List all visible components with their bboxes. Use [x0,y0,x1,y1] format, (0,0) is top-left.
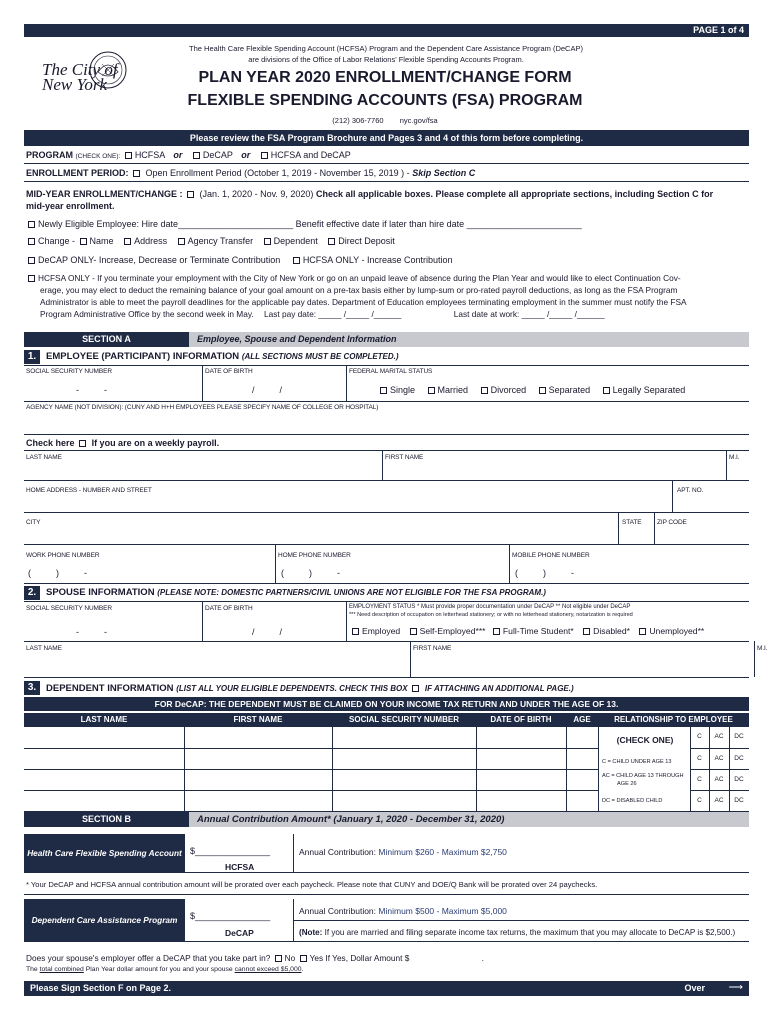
self-employed-label: Self-Employed*** [419,626,486,636]
married-checkbox[interactable] [428,387,435,394]
state-label: STATE [622,519,642,526]
hcfsa-label: Health Care Flexible Spending Account [27,848,182,858]
spouse-dob-field[interactable]: / / [252,627,283,637]
decap-tag: DeCAP [225,928,254,938]
combined-note-e: . [301,966,304,973]
employee-num: 1. [24,350,40,364]
spouse-mi-label: M.I. [757,645,768,652]
program-decap-label: DeCAP [202,150,233,160]
decap-note: FOR DeCAP: THE DEPENDENT MUST BE CLAIMED ON YOUR INCOME TAX RETURN AND UNDER THE AGE OF 13. [154,699,619,709]
self-employed-checkbox[interactable] [410,628,417,635]
midyear-instructions: Check all applicable boxes. Please complete all appropriate sections, including Section C for [315,189,714,199]
section-a-label: SECTION A [82,334,131,344]
row2-c[interactable]: C [697,755,702,762]
last-work-date[interactable]: Last date at work: _____ /_____ /______ [453,309,605,319]
decap-only-checkbox[interactable] [28,257,35,264]
spouse-decap-yes-label: Yes If Yes, Dollar Amount $ [309,953,410,963]
legend-c: C = CHILD UNDER AGE 13 [602,759,672,765]
disabled-checkbox[interactable] [583,628,590,635]
midyear-label: MID-YEAR ENROLLMENT/CHANGE : [26,189,183,199]
col-dob: DATE OF BIRTH [490,715,552,724]
midyear-checkbox[interactable] [187,191,194,198]
work-phone-label: WORK PHONE NUMBER [26,552,100,559]
combined-note-a: The [26,966,38,973]
page-label: PAGE 1 of 4 [693,25,744,35]
spouse-section-note: (PLEASE NOTE: DOMESTIC PARTNERS/CIVIL UNIONS ARE NOT ELIGIBLE FOR THE FSA PROGRAM.) [157,588,546,597]
dependent-section-title: DEPENDENT INFORMATION [46,683,174,694]
row2-ac[interactable]: AC [714,755,724,762]
col-ssn: SOCIAL SECURITY NUMBER [349,715,459,724]
spouse-ssn-field[interactable]: - - [76,627,107,637]
section-b-label: SECTION B [81,814,131,824]
employed-label: Employed [362,626,401,636]
midyear-instructions-2: mid-year enrollment. [26,201,115,211]
employee-section-note: (ALL SECTIONS MUST BE COMPLETED.) [241,352,399,361]
direct-deposit-label: Direct Deposit [338,236,395,246]
unemployed-checkbox[interactable] [639,628,646,635]
spouse-first-name-label: FIRST NAME [413,645,452,652]
newly-eligible-text: Newly Eligible Employee: Hire date_______________________ Benefit effective date if later than hire date _______________________ [38,219,582,229]
enrollment-label: ENROLLMENT PERIOD: [26,168,129,178]
intro-line-1: The Health Care Flexible Spending Account (HCFSA) Program and the Dependent Care Assistance Program (DeCAP) [189,44,583,53]
combined-note-c: Plan Year dollar amount for you and your spouse [85,966,233,973]
row2-dc[interactable]: DC [734,755,744,762]
disabled-label: Disabled* [593,626,630,636]
col-age: AGE [573,715,591,724]
separated-checkbox[interactable] [539,387,546,394]
row3-dc[interactable]: DC [734,776,744,783]
section-b-label-box [24,812,189,827]
emp-last-name-label: LAST NAME [26,454,62,461]
program-hcfsa-checkbox[interactable] [125,152,132,159]
divorced-checkbox[interactable] [481,387,488,394]
apt-no-label: APT. NO. [677,487,704,494]
program-both-label: HCFSA and DeCAP [270,150,351,160]
program-both-checkbox[interactable] [261,152,268,159]
spouse-decap-dot: . [481,953,484,963]
change-label: Change - [38,236,76,246]
hcfsa-continuation-p2: erage, you may elect to deduct the remaining balance of your goal amount on a pre-tax basis either by lump-sum or pro-rated payroll deductions, as long as the FSA Program [40,285,678,295]
home-phone-field[interactable]: ( ) - [281,568,341,578]
decap-label-box [24,899,185,941]
spouse-dob-label: DATE OF BIRTH [205,605,253,612]
employed-checkbox[interactable] [352,628,359,635]
hcfsa-continuation-checkbox[interactable] [28,275,35,282]
footer-bar [24,981,749,996]
decap-limits-label: Annual Contribution: [299,906,377,916]
dependent-note-a: (LIST ALL YOUR ELIGIBLE DEPENDENTS. CHECK THIS BOX [176,684,408,693]
legally-separated-label: Legally Separated [612,385,686,395]
direct-deposit-checkbox[interactable] [328,238,335,245]
single-label: Single [390,385,416,395]
decap-limits: Minimum $500 - Maximum $5,000 [378,906,507,916]
home-phone-label: HOME PHONE NUMBER [278,552,351,559]
decap-note-text: If you are married and filing separate income tax returns, the maximum that you may allocate to DeCAP is $2,500.) [324,928,736,937]
or-label-1: or [173,150,183,160]
hcfsa-continuation-p3: Administrator is able to meet the payroll deadlines for the applicable pay dates. Department of Education employees terminating employment in the summer must notify the FSA [40,297,687,307]
hcfsa-limits-label: Annual Contribution: [299,847,377,857]
spouse-decap-no-checkbox[interactable] [275,955,282,962]
spouse-ssn-label: SOCIAL SECURITY NUMBER [26,605,112,612]
last-pay-date[interactable]: Last pay date: _____ /_____ /______ [263,309,402,319]
col-first-name: FIRST NAME [233,715,283,724]
hcfsa-label-box [24,834,185,872]
sign-section-f: Please Sign Section F on Page 2. [30,983,172,993]
intro-line-2: are divisions of the Office of Labor Relations' Flexible Spending Accounts Program. [248,55,524,64]
spouse-section-title: SPOUSE INFORMATION [46,587,155,598]
hcfsa-limits: Minimum $260 - Maximum $2,750 [378,847,507,857]
row1-c[interactable]: C [697,733,702,740]
home-address-label: HOME ADDRESS - NUMBER AND STREET [26,487,152,494]
section-a-label-box [24,332,189,347]
row4-dc[interactable]: DC [734,797,744,804]
student-checkbox[interactable] [493,628,500,635]
program-check-one: (CHECK ONE): [75,153,121,160]
agency-transfer-checkbox[interactable] [178,238,185,245]
dependent-num: 3. [24,681,40,695]
proration-note: * Your DeCAP and HCFSA annual contribution amount will be prorated over each paycheck. Please note that CUNY and DOE/Q Bank will be prorated over 24 paychecks. [26,880,598,889]
combined-note-b: total combined [39,966,84,973]
spouse-last-name-label: LAST NAME [26,645,62,652]
contact-web[interactable]: nyc.gov/fsa [399,116,438,125]
change-checkbox[interactable] [28,238,35,245]
emp-ssn-label: SOCIAL SECURITY NUMBER [26,368,112,375]
decap-amount-field[interactable]: $_______________ [190,911,271,921]
section-b-title: Annual Contribution Amount* (January 1, 2020 - December 31, 2020) [197,814,505,825]
review-banner-text: Please review the FSA Program Brochure and Pages 3 and 4 of this form before completing. [189,133,584,143]
enrollment-text: Open Enrollment Period (October 1, 2019 - November 15, 2019 ) - [145,168,410,178]
dependent-checkbox[interactable] [264,238,271,245]
work-phone-field[interactable]: ( ) - [28,568,88,578]
skip-section-c: Skip Section C [412,168,476,178]
emp-dob-label: DATE OF BIRTH [205,368,253,375]
address-checkbox[interactable] [124,238,131,245]
section-a-title-box [189,332,749,347]
newly-eligible-checkbox[interactable] [28,221,35,228]
separated-label: Separated [548,385,591,395]
spouse-decap-yes-checkbox[interactable] [300,955,307,962]
emp-first-name-label: FIRST NAME [385,454,424,461]
program-decap-checkbox[interactable] [193,152,200,159]
city-label: CITY [26,519,41,526]
combined-note-d: cannot exceed $5,000 [234,966,302,973]
program-hcfsa-label: HCFSA [134,150,165,160]
row1-ac[interactable]: AC [714,733,724,740]
weekly-label-a: Check here [26,438,75,448]
spouse-num: 2. [24,586,40,600]
agency-name-label: AGENCY NAME (NOT DIVISION): (CUNY AND H+H EMPLOYEES PLEASE SPECIFY NAME OF COLLEGE OR HOSPITAL) [26,404,379,411]
legend-ac-2: AGE 26 [617,781,637,787]
section-a-title: Employee, Spouse and Dependent Information [197,334,397,344]
hcfsa-continuation-p4: Program Administrative Office by the second week in May. [40,309,254,319]
page-title: PLAN YEAR 2020 ENROLLMENT/CHANGE FORM [198,69,572,86]
arrow-right-icon: ⟶ [728,982,743,993]
hcfsa-increase-checkbox[interactable] [293,257,300,264]
emp-ssn-field[interactable]: - - [76,385,107,395]
open-enrollment-checkbox[interactable] [133,170,140,177]
emp-mi-label: M.I. [729,454,740,461]
employee-section-title: EMPLOYEE (PARTICIPANT) INFORMATION [46,351,240,362]
midyear-dates: (Jan. 1, 2020 - Nov. 9, 2020) [199,189,314,199]
decap-note-bar [24,697,749,711]
page-subtitle: FLEXIBLE SPENDING ACCOUNTS (FSA) PROGRAM [187,92,583,109]
program-row [26,150,351,160]
legend-ac-1: AC = CHILD AGE 13 THROUGH [602,773,684,779]
enrollment-row [26,168,475,178]
agency-transfer-label: Agency Transfer [187,236,254,246]
program-label: PROGRAM [26,150,73,160]
spouse-decap-no-label: No [284,953,296,963]
hcfsa-tag: HCFSA [225,862,255,872]
col-relationship: RELATIONSHIP TO EMPLOYEE [614,715,733,724]
single-checkbox[interactable] [380,387,387,394]
decap-note-label: (Note: [299,928,323,937]
hcfsa-continuation-p1: HCFSA ONLY - If you terminate your employment with the City of New York or go on an unpaid leave of absence during the Plan Year and would like to elect Continuation Cov- [38,273,681,283]
or-label-2: or [241,150,251,160]
row1-dc[interactable]: DC [734,733,744,740]
name-checkbox[interactable] [80,238,87,245]
page-label-bar [24,24,749,37]
legend-dc: DC = DISABLED CHILD [602,798,663,804]
mobile-phone-field[interactable]: ( ) - [515,568,575,578]
student-label: Full-Time Student* [502,626,574,636]
spouse-status-note: *** Need description of occupation on letterhead stationery; or with no letterhead stationery, notarization is required [349,612,633,618]
legally-separated-checkbox[interactable] [603,387,610,394]
dependent-note-b: IF ATTACHING AN ADDITIONAL PAGE.) [424,684,574,693]
decap-only-label: DeCAP ONLY- Increase, Decrease or Terminate Contribution [38,255,281,265]
weekly-payroll-checkbox[interactable] [79,440,86,447]
unemployed-label: Unemployed** [649,626,705,636]
spouse-decap-question: Does your spouse's employer offer a DeCAP that you take part in? [26,953,271,963]
over-label: Over [684,983,705,993]
col-last-name: LAST NAME [80,715,128,724]
spouse-status-label: EMPLOYMENT STATUS * Must provide proper documentation under DeCAP ** Not eligible under DeCAP [349,604,631,610]
emp-marital-label: FEDERAL MARITAL STATUS [349,368,433,375]
check-one-label: (CHECK ONE) [616,735,674,745]
row4-ac[interactable]: AC [714,797,724,804]
row3-ac[interactable]: AC [714,776,724,783]
mobile-phone-label: MOBILE PHONE NUMBER [512,552,590,559]
zip-label: ZIP CODE [657,519,687,526]
dependent-label: Dependent [273,236,318,246]
row3-c[interactable]: C [697,776,702,783]
weekly-label-b: If you are on a weekly payroll. [91,438,220,448]
hcfsa-increase-label: HCFSA ONLY - Increase Contribution [302,255,453,265]
emp-dob-field[interactable]: / / [252,385,283,395]
married-label: Married [437,385,469,395]
hcfsa-amount-field[interactable]: $_______________ [190,846,271,856]
name-label: Name [89,236,114,246]
address-label: Address [134,236,168,246]
section-b-title-box [189,812,749,827]
row4-c[interactable]: C [697,797,702,804]
divorced-label: Divorced [490,385,527,395]
decap-label: Dependent Care Assistance Program [31,915,178,925]
logo-text: The City of New York [42,60,118,94]
review-banner [24,130,749,146]
contact-phone: (212) 306-7760 [332,116,384,125]
additional-page-checkbox[interactable] [412,685,419,692]
